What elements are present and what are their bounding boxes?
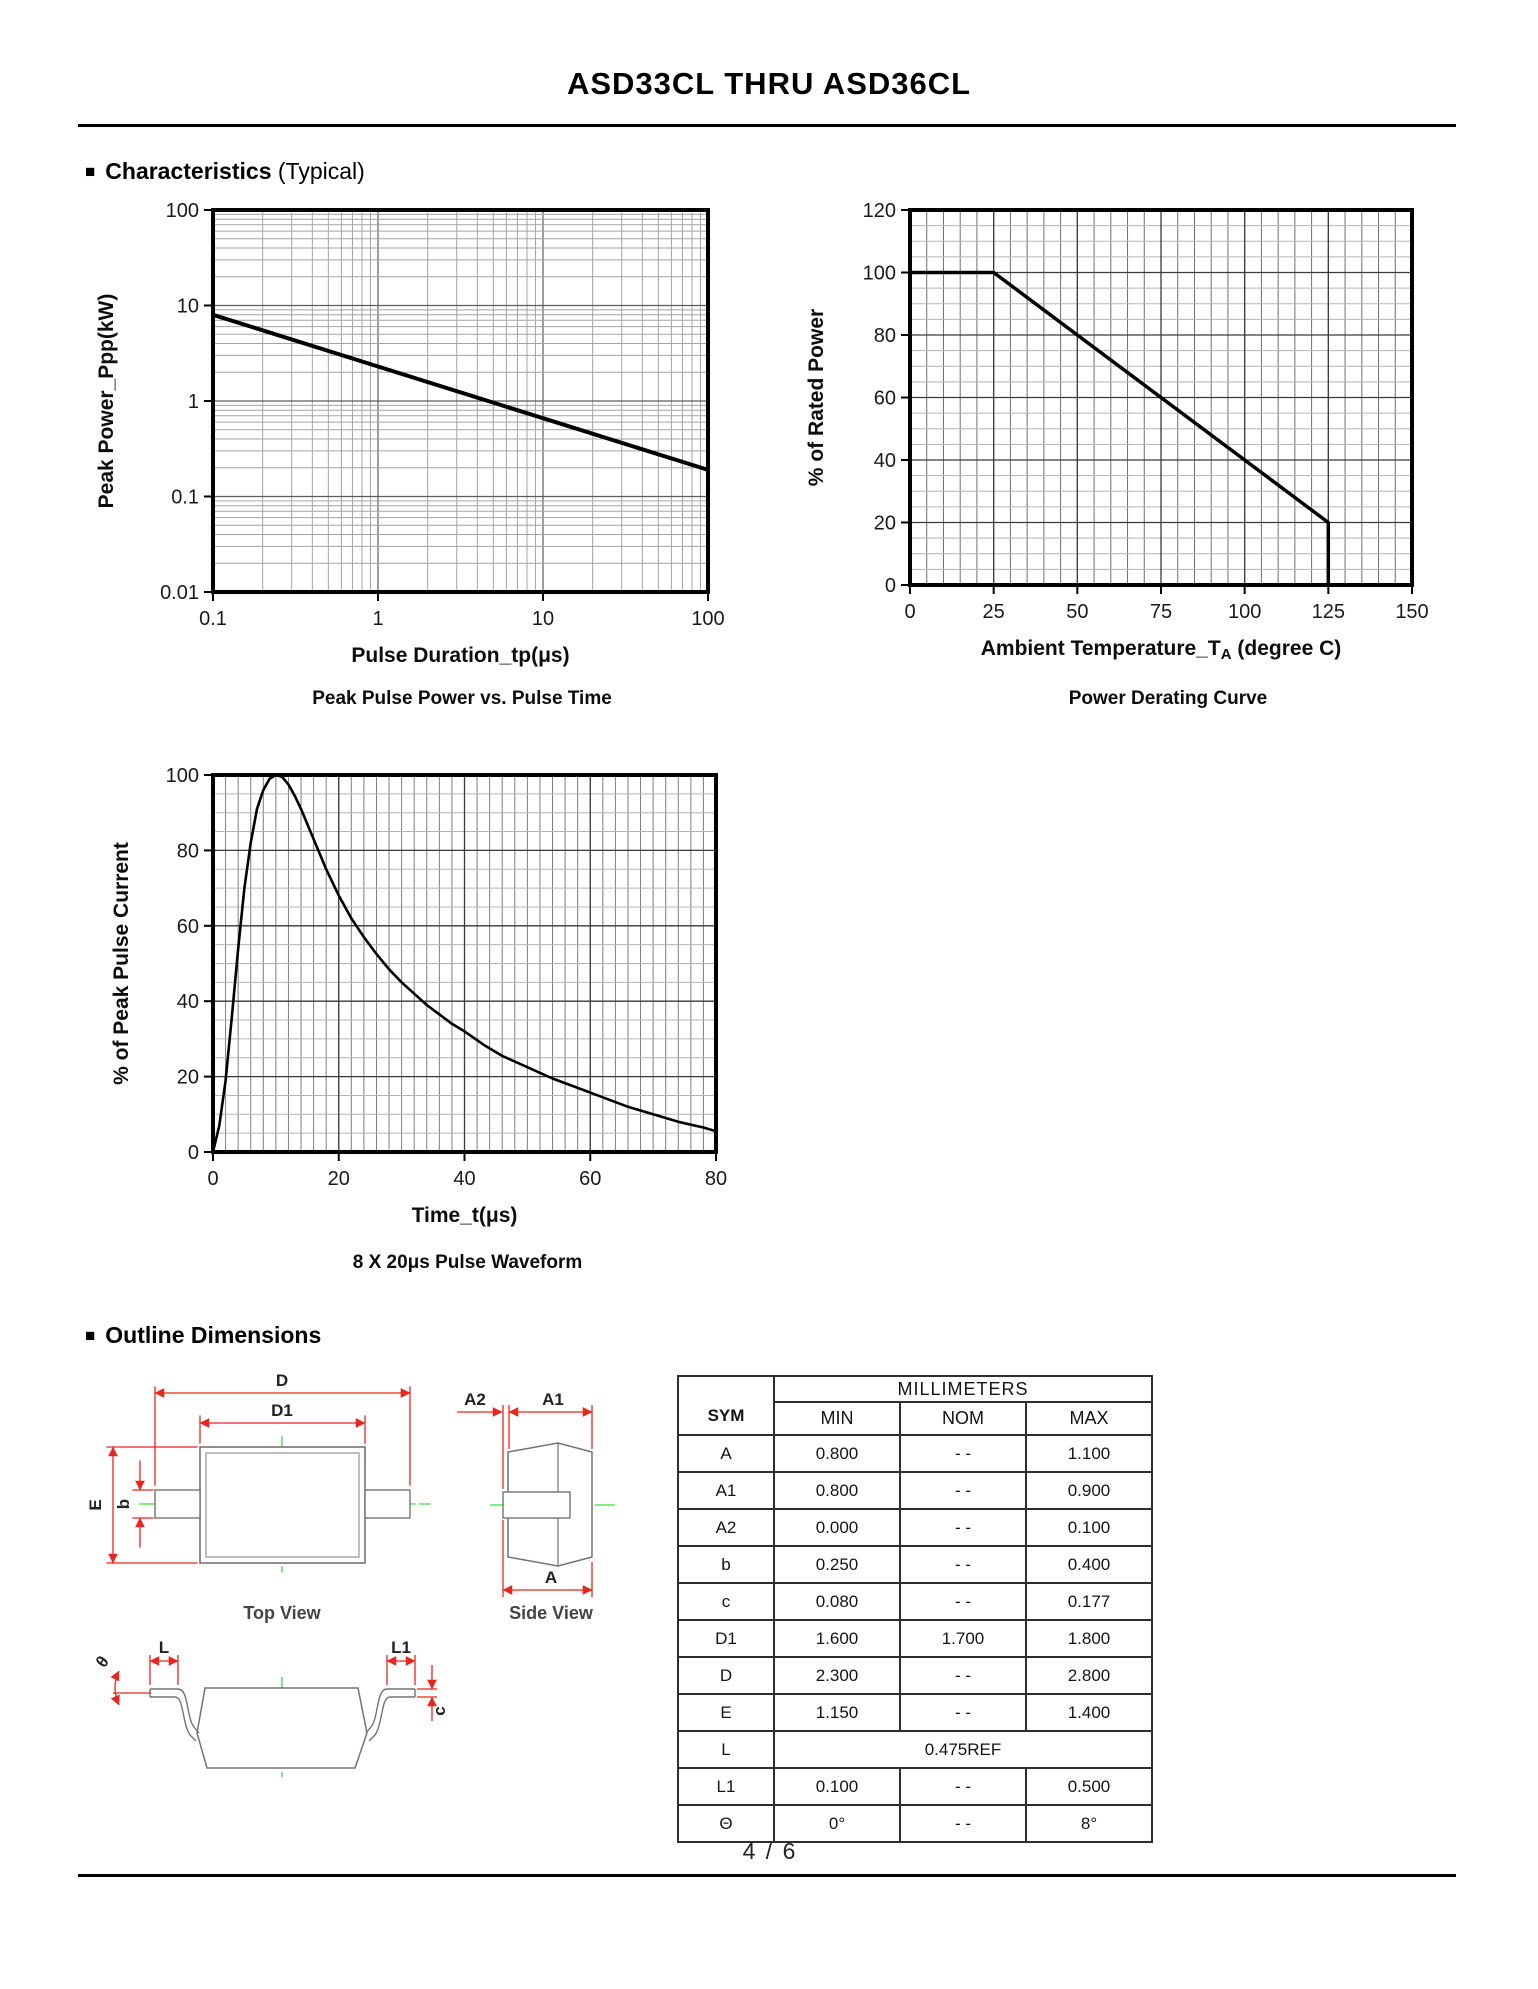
section-title: Outline Dimensions [105, 1322, 322, 1348]
chart-grid [213, 210, 708, 592]
table-header-unit: MILLIMETERS [774, 1376, 1152, 1402]
cell-min: 0.800 [774, 1472, 900, 1509]
cell-nom: - - [900, 1805, 1026, 1842]
table-row [678, 1509, 1152, 1546]
section-heading-outline [85, 1322, 321, 1349]
cell-nom: - - [900, 1694, 1026, 1731]
dimension-A2 [457, 1405, 509, 1489]
dim-label-theta: θ [92, 1652, 113, 1672]
cell-nom: - - [900, 1657, 1026, 1694]
y-tick-label: 80 [873, 325, 896, 347]
table-row [678, 1620, 1152, 1657]
x-tick-label: 60 [579, 1168, 602, 1190]
y-axis-title: Peak Power_Ppp(kW) [95, 293, 118, 509]
cell-sym: E [678, 1694, 774, 1731]
dim-label-L: L [158, 1638, 170, 1657]
cell-sym: L1 [678, 1768, 774, 1805]
page-title: ASD33CL THRU ASD36CL [566, 66, 972, 101]
cell-sym: A2 [678, 1509, 774, 1546]
cell-max: 0.400 [1026, 1546, 1152, 1583]
section-heading-characteristics [85, 158, 365, 185]
x-tick-label: 1 [372, 608, 384, 630]
cell-min: 1.150 [774, 1694, 900, 1731]
y-tick-label: 40 [176, 991, 199, 1014]
x-tick-label: 0.1 [199, 608, 227, 630]
y-tick-label: 120 [862, 200, 896, 222]
x-tick-label: 125 [1311, 601, 1346, 623]
y-tick-label: 80 [176, 840, 199, 863]
cell-sym: A [678, 1435, 774, 1472]
cell-nom: - - [900, 1509, 1026, 1546]
front-lead-left [150, 1689, 199, 1741]
top-view-drawing [86, 1371, 430, 1623]
cell-max: 1.400 [1026, 1694, 1152, 1731]
footer-rule [78, 1874, 1456, 1877]
dimension-L1 [387, 1655, 415, 1685]
cell-sym: Θ [678, 1805, 774, 1842]
chart-pulse-waveform [88, 763, 748, 1241]
y-tick-label: 10 [176, 295, 199, 318]
dimension-L [150, 1655, 178, 1685]
x-axis-title: Ambient Temperature_TA (degree C) [980, 637, 1342, 663]
chart-caption-power-derating: Power Derating Curve [1068, 688, 1268, 709]
x-tick-label: 75 [1149, 601, 1173, 623]
table-row [678, 1694, 1152, 1731]
y-tick-label: 0 [187, 1142, 199, 1164]
y-tick-label: 0.01 [160, 582, 199, 604]
side-view-drawing [457, 1390, 620, 1623]
cell-sym: A1 [678, 1472, 774, 1509]
cell-min: 0.100 [774, 1768, 900, 1805]
table-row [678, 1472, 1152, 1509]
cell-max: 0.900 [1026, 1472, 1152, 1509]
cell-nom: - - [900, 1435, 1026, 1472]
x-axis-title: Time_t(μs) [411, 1204, 518, 1227]
x-tick-label: 100 [691, 608, 725, 630]
cell-max: 0.100 [1026, 1509, 1152, 1546]
chart-power-derating [785, 198, 1445, 668]
cell-max: 0.500 [1026, 1768, 1152, 1805]
lead-right [365, 1490, 410, 1518]
x-tick-label: 25 [982, 601, 1005, 623]
x-axis-title: Pulse Duration_tp(μs) [351, 644, 570, 667]
y-tick-label: 0.1 [171, 486, 199, 509]
dimension-A1 [509, 1405, 592, 1449]
side-view-caption: Side View [509, 1603, 593, 1623]
x-tick-label: 10 [531, 608, 555, 630]
page-number: 4 / 6 [742, 1838, 798, 1864]
table-header-min: MIN [774, 1402, 900, 1435]
y-axis-title: % of Peak Pulse Current [110, 842, 133, 1085]
y-tick-label: 0 [884, 575, 896, 597]
dim-label-E: E [86, 1499, 105, 1511]
y-tick-label: 20 [873, 512, 896, 535]
cell-sym: c [678, 1583, 774, 1620]
cell-sym: b [678, 1546, 774, 1583]
section-suffix: (Typical) [271, 158, 365, 184]
front-view-drawing [92, 1638, 449, 1780]
y-tick-label: 60 [873, 387, 896, 410]
cell-min: 1.600 [774, 1620, 900, 1657]
table-header-max: MAX [1026, 1402, 1152, 1435]
dim-label-D1: D1 [271, 1401, 293, 1420]
title-rule [78, 124, 1456, 127]
cell-min: 0.250 [774, 1546, 900, 1583]
y-tick-label: 1 [187, 391, 199, 413]
cell-min: 2.300 [774, 1657, 900, 1694]
dim-label-b: b [114, 1498, 133, 1510]
front-body-outline [197, 1688, 367, 1768]
dim-label-A2: A2 [464, 1390, 486, 1409]
cell-max: 8° [1026, 1805, 1152, 1842]
top-view-caption: Top View [243, 1603, 321, 1623]
cell-max: 1.100 [1026, 1435, 1152, 1472]
table-row [678, 1768, 1152, 1805]
cell-nom: - - [900, 1546, 1026, 1583]
front-lead-right [366, 1689, 415, 1741]
dim-label-c: c [430, 1706, 449, 1716]
x-tick-label: 0 [207, 1168, 219, 1190]
table-row [678, 1657, 1152, 1694]
section-title: Characteristics [105, 158, 272, 184]
y-tick-label: 100 [165, 200, 199, 222]
y-tick-label: 100 [165, 765, 199, 787]
y-tick-label: 100 [862, 262, 896, 285]
outline-drawings [85, 1355, 645, 1825]
x-tick-label: 50 [1066, 601, 1089, 623]
x-tick-label: 20 [327, 1168, 350, 1190]
y-tick-label: 20 [176, 1066, 199, 1089]
x-tick-label: 80 [704, 1168, 728, 1190]
table-header-sym: SYM [678, 1376, 774, 1435]
cell-min: 0.000 [774, 1509, 900, 1546]
chart-axes [95, 200, 725, 667]
chart-axes [805, 200, 1429, 663]
cell-min: 0.800 [774, 1435, 900, 1472]
table-row [678, 1546, 1152, 1583]
lead-left [155, 1490, 200, 1518]
square-bullet-icon: ■ [85, 162, 96, 181]
package-body-outline [200, 1447, 365, 1563]
cell-sym: L [678, 1731, 774, 1768]
table-header-nom: NOM [900, 1402, 1026, 1435]
dim-label-A1: A1 [542, 1390, 564, 1409]
table-row [678, 1583, 1152, 1620]
dim-label-D: D [275, 1371, 289, 1390]
cell-nom: - - [900, 1583, 1026, 1620]
x-tick-label: 0 [904, 601, 916, 623]
cell-max: 2.800 [1026, 1657, 1152, 1694]
cell-max: 0.177 [1026, 1583, 1152, 1620]
cell-nom: - - [900, 1768, 1026, 1805]
dimension-theta [113, 1671, 151, 1705]
chart-peak-pulse-power [88, 198, 743, 676]
cell-nom: - - [900, 1472, 1026, 1509]
y-tick-label: 40 [873, 450, 896, 472]
x-tick-label: 100 [1227, 601, 1262, 623]
y-tick-label: 60 [176, 915, 199, 938]
series-peak-pulse-power [213, 315, 708, 470]
cell-span-value: 0.475REF [774, 1731, 1152, 1768]
cell-sym: D1 [678, 1620, 774, 1657]
dimensions-table [677, 1375, 1153, 1843]
cell-nom: 1.700 [900, 1620, 1026, 1657]
table-row [678, 1805, 1152, 1842]
cell-sym: D [678, 1657, 774, 1694]
cell-max: 1.800 [1026, 1620, 1152, 1657]
chart-caption-pulse-waveform: 8 X 20μs Pulse Waveform [352, 1252, 583, 1273]
x-tick-label: 40 [453, 1168, 476, 1190]
table-row [678, 1435, 1152, 1472]
square-bullet-icon: ■ [85, 1326, 96, 1345]
x-tick-label: 150 [1395, 601, 1429, 623]
chart-grid [213, 775, 716, 1152]
table-row [678, 1731, 1152, 1768]
dim-label-A: A [544, 1568, 558, 1587]
dim-label-L1: L1 [391, 1638, 411, 1657]
side-lead [503, 1492, 570, 1518]
cell-min: 0.080 [774, 1583, 900, 1620]
y-axis-title: % of Rated Power [805, 308, 828, 487]
cell-min: 0° [774, 1805, 900, 1842]
chart-caption-peak-pulse-power: Peak Pulse Power vs. Pulse Time [312, 688, 612, 709]
